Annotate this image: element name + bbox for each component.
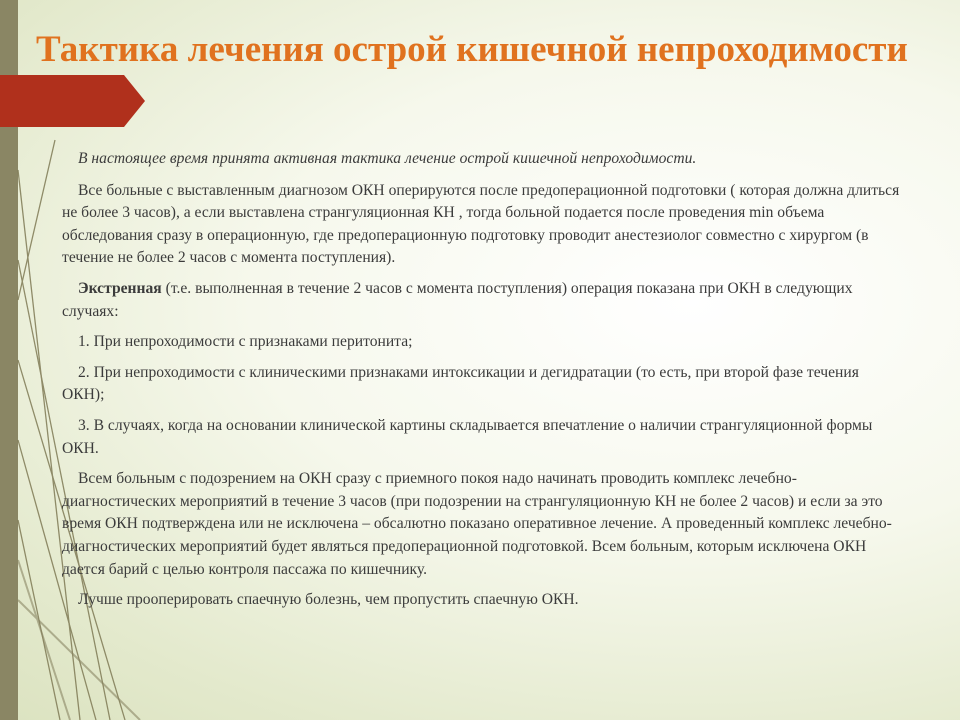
- closing-paragraph: Лучше прооперировать спаечную болезнь, чем пропустить спаечную ОКН.: [78, 591, 579, 609]
- emergency-paragraph: [62, 278, 904, 323]
- title-accent-tab: [0, 75, 145, 127]
- list-item-3: 3. В случаях, когда на основании клинической картины складывается впечатление о наличии странгуляционной формы ОКН.: [62, 416, 873, 457]
- all-patients-paragraph: Все больные с выставленным диагнозом ОКН оперируются после предоперационной подготовки ( которая должна длиться не более 3 часов), а если выставлена странгуляционная КН , тогда больной подается после проведения min объема обследования сразу в операционную, где предоперационную подготовку проводит анестезиолог совместно с хирургом (в течение не более 2 часов с момента поступления).: [62, 181, 900, 267]
- slide-title: Тактика лечения острой кишечной непроходимости: [36, 29, 908, 70]
- emergency-description: (т.е. выполненная в течение 2 часов с момента поступления) операция показана при ОКН в следующих случаях:: [62, 279, 853, 320]
- emergency-term: Экстренная: [78, 279, 162, 297]
- intro-paragraph: В настоящее время принята активная тактика лечение острой кишечной непроходимости.: [78, 150, 697, 167]
- list-item-1: 1. При непроходимости с признаками перитонита;: [78, 333, 413, 351]
- slide-content: [62, 148, 904, 620]
- suspicion-paragraph: Всем больным с подозрением на ОКН сразу с приемного покоя надо начинать проводить комплекс лечебно-диагностических мероприятий в течение 3 часов (при подозрении на странгуляционную КН не более 2 часов) и если за это время ОКН подтверждена или не исключена – обсалютно показано оперативное лечение. А проведенный комплекс лечебно-диагностических мероприятий будет являться предоперационной подготовкой. Всем больным, которым исключена ОКН дается барий с целью контроля пассажа по кишечнику.: [62, 470, 892, 578]
- list-item-2: 2. При непроходимости с клиническими признаками интоксикации и дегидратации (то есть, при второй фазе течения ОКН);: [62, 363, 859, 404]
